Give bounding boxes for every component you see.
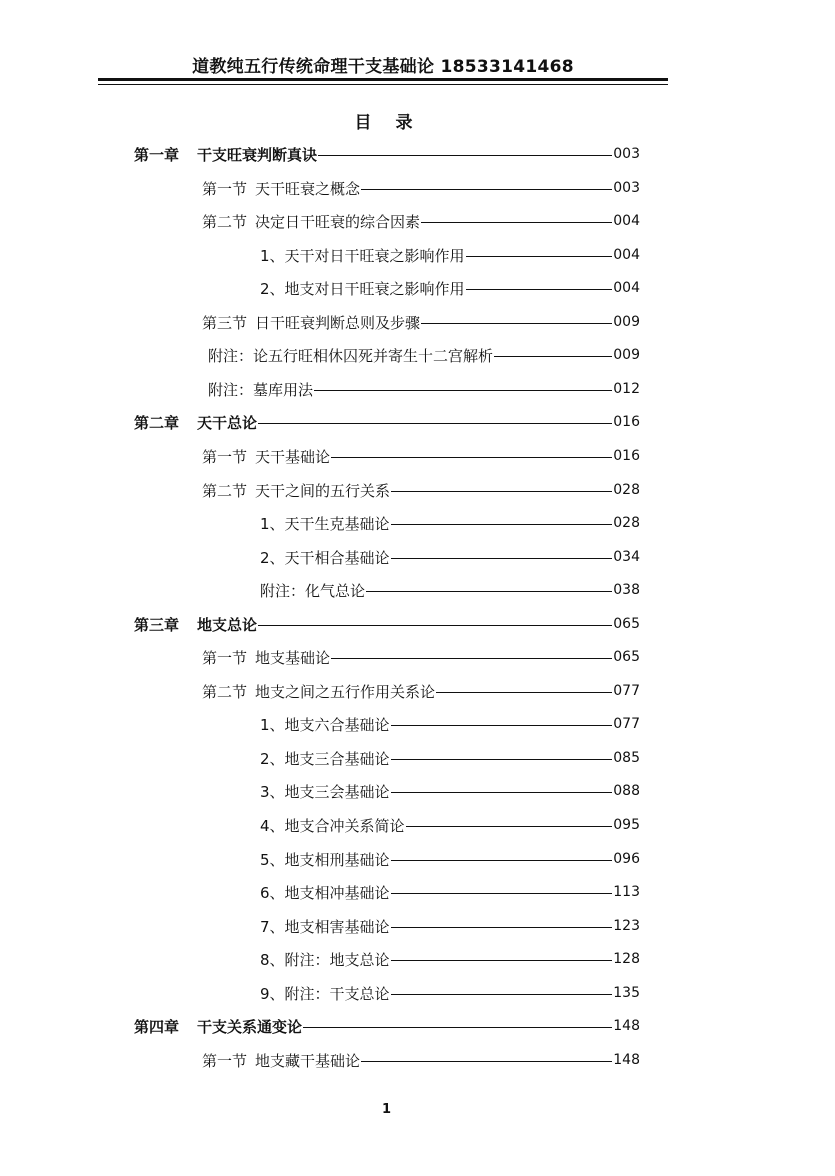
- toc-entry-section: [202, 311, 640, 333]
- toc-entry-page: 135: [613, 985, 640, 1001]
- toc-entry-page: 148: [613, 1052, 640, 1068]
- toc-entry-label: [260, 781, 390, 802]
- toc-entry-title: 地支之间之五行作用关系论: [255, 682, 436, 701]
- toc-entry-note: [208, 344, 640, 366]
- toc-leader-line: [391, 524, 613, 525]
- toc-leader-line: [314, 390, 612, 391]
- toc-entry-title: 天干基础论: [255, 447, 331, 466]
- running-header: 道教纯五行传统命理干支基础论 18533141468: [192, 57, 574, 77]
- toc-entry-page: 148: [613, 1018, 640, 1034]
- toc-entry-title: 9、附注：干支总论: [260, 984, 390, 1003]
- toc-entry-page: 077: [613, 716, 640, 732]
- toc-entry-title: 附注：墓库用法: [208, 380, 314, 399]
- toc-entry-number: 第二节: [202, 682, 248, 701]
- toc-leader-line: [406, 826, 613, 827]
- toc-entry-page: 096: [613, 851, 640, 867]
- toc-leader-line: [318, 155, 612, 156]
- toc-entry-number: 第二节: [202, 481, 248, 500]
- toc-entry-page: 028: [613, 515, 640, 531]
- toc-entry-label: [202, 312, 420, 333]
- toc-entry-page: 085: [613, 750, 640, 766]
- toc-entry-section: [202, 210, 640, 232]
- toc-entry-item: [260, 881, 640, 903]
- toc-entry-page: 016: [613, 448, 640, 464]
- toc-entry-title: 3、地支三会基础论: [260, 782, 390, 801]
- toc-entry-item: [260, 915, 640, 937]
- toc-entry-title: 日干旺衰判断总则及步骤: [255, 313, 421, 332]
- toc-entry-section: [202, 1049, 640, 1071]
- header-rule-thin: [98, 84, 668, 85]
- toc-entry-page: 123: [613, 918, 640, 934]
- toc-entry-number: 第三节: [202, 313, 248, 332]
- toc-entry-number: 第三章: [134, 615, 180, 634]
- toc-entry-chapter: [134, 411, 640, 433]
- toc-entry-page: 004: [613, 247, 640, 263]
- toc-leader-line: [331, 658, 612, 659]
- toc-entry-number: 第一节: [202, 447, 248, 466]
- toc-entry-item: [260, 244, 640, 266]
- toc-entry-page: 128: [613, 951, 640, 967]
- toc-entry-chapter: [134, 1015, 640, 1037]
- toc-leader-line: [391, 759, 613, 760]
- toc-entry-title: 1、天干对日干旺衰之影响作用: [260, 246, 465, 265]
- toc-entry-label: [208, 379, 313, 400]
- toc-entry-item: [260, 747, 640, 769]
- toc-entry-title: 8、附注：地支总论: [260, 950, 390, 969]
- toc-leader-line: [436, 692, 612, 693]
- toc-leader-line: [391, 927, 613, 928]
- toc-entry-title: 1、地支六合基础论: [260, 715, 390, 734]
- toc-entry-item: [260, 848, 640, 870]
- toc-entry-page: 004: [613, 280, 640, 296]
- toc-entry-label: [202, 647, 330, 668]
- toc-entry-section: [202, 177, 640, 199]
- toc-entry-page: 003: [613, 146, 640, 162]
- toc-entry-label: [202, 211, 420, 232]
- toc-entry-label: [134, 614, 257, 635]
- toc-entry-title: 6、地支相冲基础论: [260, 883, 390, 902]
- toc-entry-label: [260, 983, 390, 1004]
- toc-leader-line: [391, 792, 613, 793]
- toc-entry-title: 天干总论: [197, 413, 258, 432]
- toc-entry-label: [260, 278, 465, 299]
- toc-entry-page: 095: [613, 817, 640, 833]
- toc-entry-page: 009: [613, 314, 640, 330]
- toc-entry-title: 天干之间的五行关系: [255, 481, 391, 500]
- toc-entry-title: 地支藏干基础论: [255, 1051, 361, 1070]
- toc-entry-page: 038: [613, 582, 640, 598]
- toc-entry-chapter: [134, 613, 640, 635]
- toc-entry-title: 5、地支相刑基础论: [260, 850, 390, 869]
- toc-entry-title: 附注：化气总论: [260, 581, 366, 600]
- toc-entry-section: [202, 445, 640, 467]
- toc-entry-label: [202, 1050, 360, 1071]
- toc-entry-page: 016: [613, 414, 640, 430]
- toc-leader-line: [258, 423, 612, 424]
- toc-entry-label: [208, 345, 493, 366]
- toc-leader-line: [466, 256, 613, 257]
- toc-entry-page: 113: [613, 884, 640, 900]
- toc-entry-number: 第一节: [202, 1051, 248, 1070]
- toc-entry-label: [260, 580, 365, 601]
- toc-leader-line: [391, 960, 613, 961]
- toc-entry-title: 地支总论: [197, 615, 258, 634]
- toc-leader-line: [466, 289, 613, 290]
- toc-entry-label: [260, 916, 390, 937]
- toc-title: 目 录: [354, 113, 413, 133]
- toc-entry-page: 065: [613, 616, 640, 632]
- toc-entry-page: 009: [613, 347, 640, 363]
- toc-entry-title: 2、地支三合基础论: [260, 749, 390, 768]
- toc-leader-line: [366, 591, 612, 592]
- toc-entry-label: [260, 245, 465, 266]
- toc-entry-item: [260, 780, 640, 802]
- toc-entry-number: 第一节: [202, 648, 248, 667]
- toc-entry-item: [260, 579, 640, 601]
- toc-entry-item: [260, 546, 640, 568]
- toc-entry-label: [260, 714, 390, 735]
- toc-leader-line: [391, 994, 613, 995]
- toc-leader-line: [421, 222, 612, 223]
- toc-entry-title: 天干旺衰之概念: [255, 179, 361, 198]
- toc-entry-title: 干支旺衰判断真诀: [197, 145, 318, 164]
- toc-entry-page: 034: [613, 549, 640, 565]
- toc-entry-label: [260, 882, 390, 903]
- toc-entry-label: [202, 446, 330, 467]
- toc-entry-label: [202, 681, 435, 702]
- toc-leader-line: [303, 1027, 612, 1028]
- toc-entry-item: [260, 948, 640, 970]
- toc-leader-line: [421, 323, 612, 324]
- toc-leader-line: [258, 625, 612, 626]
- toc-entry-number: 第四章: [134, 1017, 180, 1036]
- toc-leader-line: [391, 725, 613, 726]
- toc-entry-item: [260, 512, 640, 534]
- toc-leader-line: [391, 558, 613, 559]
- toc-entry-title: 7、地支相害基础论: [260, 917, 390, 936]
- toc-leader-line: [331, 457, 612, 458]
- toc-entry-page: 077: [613, 683, 640, 699]
- toc-entry-section: [202, 680, 640, 702]
- toc-leader-line: [391, 491, 612, 492]
- toc-entry-item: [260, 982, 640, 1004]
- toc-entry-title: 2、天干相合基础论: [260, 548, 390, 567]
- toc-entry-label: [260, 849, 390, 870]
- toc-entry-label: [260, 513, 390, 534]
- toc-entry-section: [202, 479, 640, 501]
- toc-entry-label: [260, 547, 390, 568]
- toc-leader-line: [361, 189, 612, 190]
- toc-entry-section: [202, 646, 640, 668]
- toc-leader-line: [391, 860, 613, 861]
- toc-entry-number: 第二章: [134, 413, 180, 432]
- toc-entry-page: 004: [613, 213, 640, 229]
- toc-entry-title: 4、地支合冲关系简论: [260, 816, 405, 835]
- toc-entry-page: 028: [613, 482, 640, 498]
- toc-entry-label: [260, 748, 390, 769]
- toc-entry-number: 第二节: [202, 212, 248, 231]
- toc-entry-title: 1、天干生克基础论: [260, 514, 390, 533]
- page-number: 1: [381, 1102, 392, 1117]
- toc-entry-title: 干支关系通变论: [197, 1017, 303, 1036]
- toc-entry-label: [260, 815, 405, 836]
- toc-entry-item: [260, 277, 640, 299]
- toc-entry-page: 065: [613, 649, 640, 665]
- toc-leader-line: [494, 356, 612, 357]
- toc-leader-line: [361, 1061, 612, 1062]
- toc-entry-label: [202, 480, 390, 501]
- toc-entry-number: 第一节: [202, 179, 248, 198]
- toc-entry-page: 012: [613, 381, 640, 397]
- toc-entry-label: [134, 144, 317, 165]
- toc-entry-label: [134, 412, 257, 433]
- toc-entry-title: 地支基础论: [255, 648, 331, 667]
- toc-entry-item: [260, 814, 640, 836]
- toc-entry-label: [260, 949, 390, 970]
- toc-entry-page: 088: [613, 783, 640, 799]
- header-rule-thick: [98, 78, 668, 81]
- toc-entry-label: [134, 1016, 302, 1037]
- toc-entry-title: 2、地支对日干旺衰之影响作用: [260, 279, 465, 298]
- toc-entry-title: 附注：论五行旺相休囚死并寄生十二宫解析: [208, 346, 494, 365]
- toc-entry-page: 003: [613, 180, 640, 196]
- toc-entry-label: [202, 178, 360, 199]
- toc-entry-chapter: [134, 143, 640, 165]
- toc-entry-number: 第一章: [134, 145, 180, 164]
- toc-entry-note: [208, 378, 640, 400]
- toc-entry-title: 决定日干旺衰的综合因素: [255, 212, 421, 231]
- toc-leader-line: [391, 893, 613, 894]
- toc-entry-item: [260, 713, 640, 735]
